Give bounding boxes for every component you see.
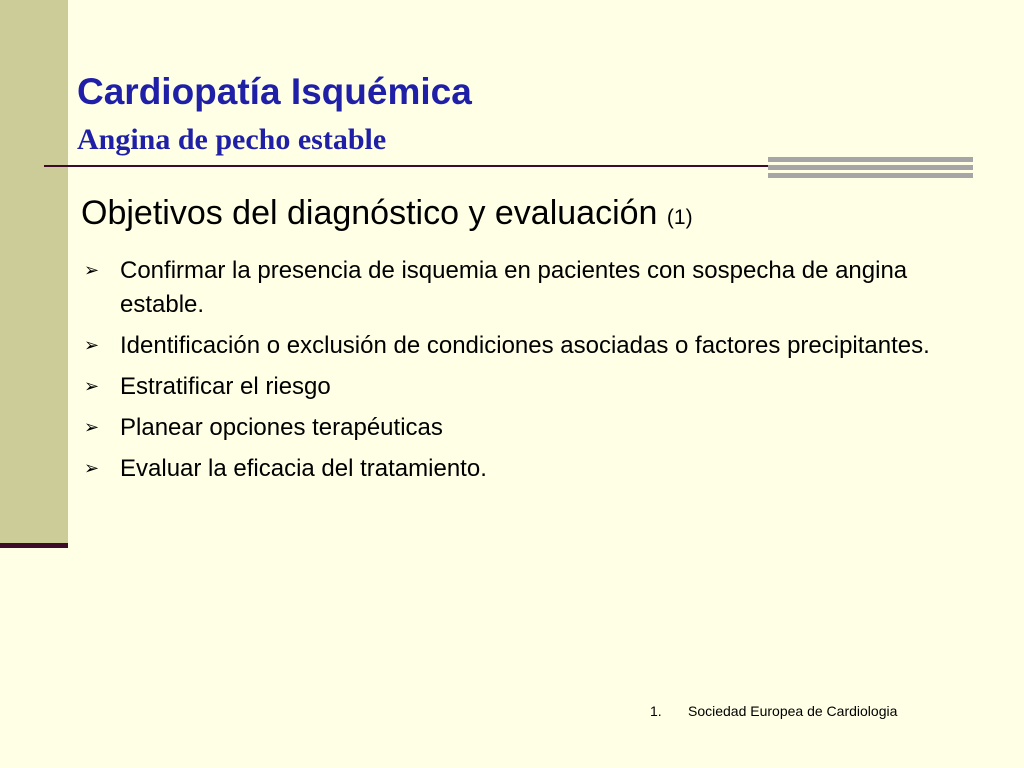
sidebar-underline — [0, 543, 68, 548]
arrowhead-bullet-icon: ➢ — [84, 260, 100, 281]
list-item — [84, 411, 944, 445]
list-item-text: Evaluar la eficacia del tratamiento. — [120, 455, 487, 482]
section-heading — [81, 191, 693, 240]
objectives-list — [84, 254, 944, 493]
list-item — [84, 452, 944, 486]
left-sidebar-band — [0, 0, 68, 546]
list-item-text: Confirmar la presencia de isquemia en pacientes con sospecha de angina estable. — [120, 257, 908, 318]
list-item — [84, 329, 944, 363]
divider-accent-stripes — [768, 157, 973, 178]
list-item-text: Planear opciones terapéuticas — [120, 414, 443, 441]
list-item-text: Identificación o exclusión de condiciones asociadas o factores precipitantes. — [120, 332, 930, 359]
footnote-number: 1. — [650, 703, 662, 719]
list-item-text: Estratificar el riesgo — [120, 373, 331, 400]
list-item — [84, 370, 944, 404]
slide-subtitle: Angina de pecho estable — [77, 123, 387, 156]
list-item — [84, 254, 944, 322]
arrowhead-bullet-icon: ➢ — [84, 376, 100, 397]
section-heading-text: Objetivos del diagnóstico y evaluación — [81, 194, 658, 232]
arrowhead-bullet-icon: ➢ — [84, 458, 100, 479]
slide-title: Cardiopatía Isquémica — [77, 71, 472, 112]
arrowhead-bullet-icon: ➢ — [84, 417, 100, 438]
arrowhead-bullet-icon: ➢ — [84, 335, 100, 356]
section-reference: (1) — [666, 206, 693, 229]
footnote-text: Sociedad Europea de Cardiologia — [688, 703, 898, 719]
footnote — [650, 702, 897, 720]
